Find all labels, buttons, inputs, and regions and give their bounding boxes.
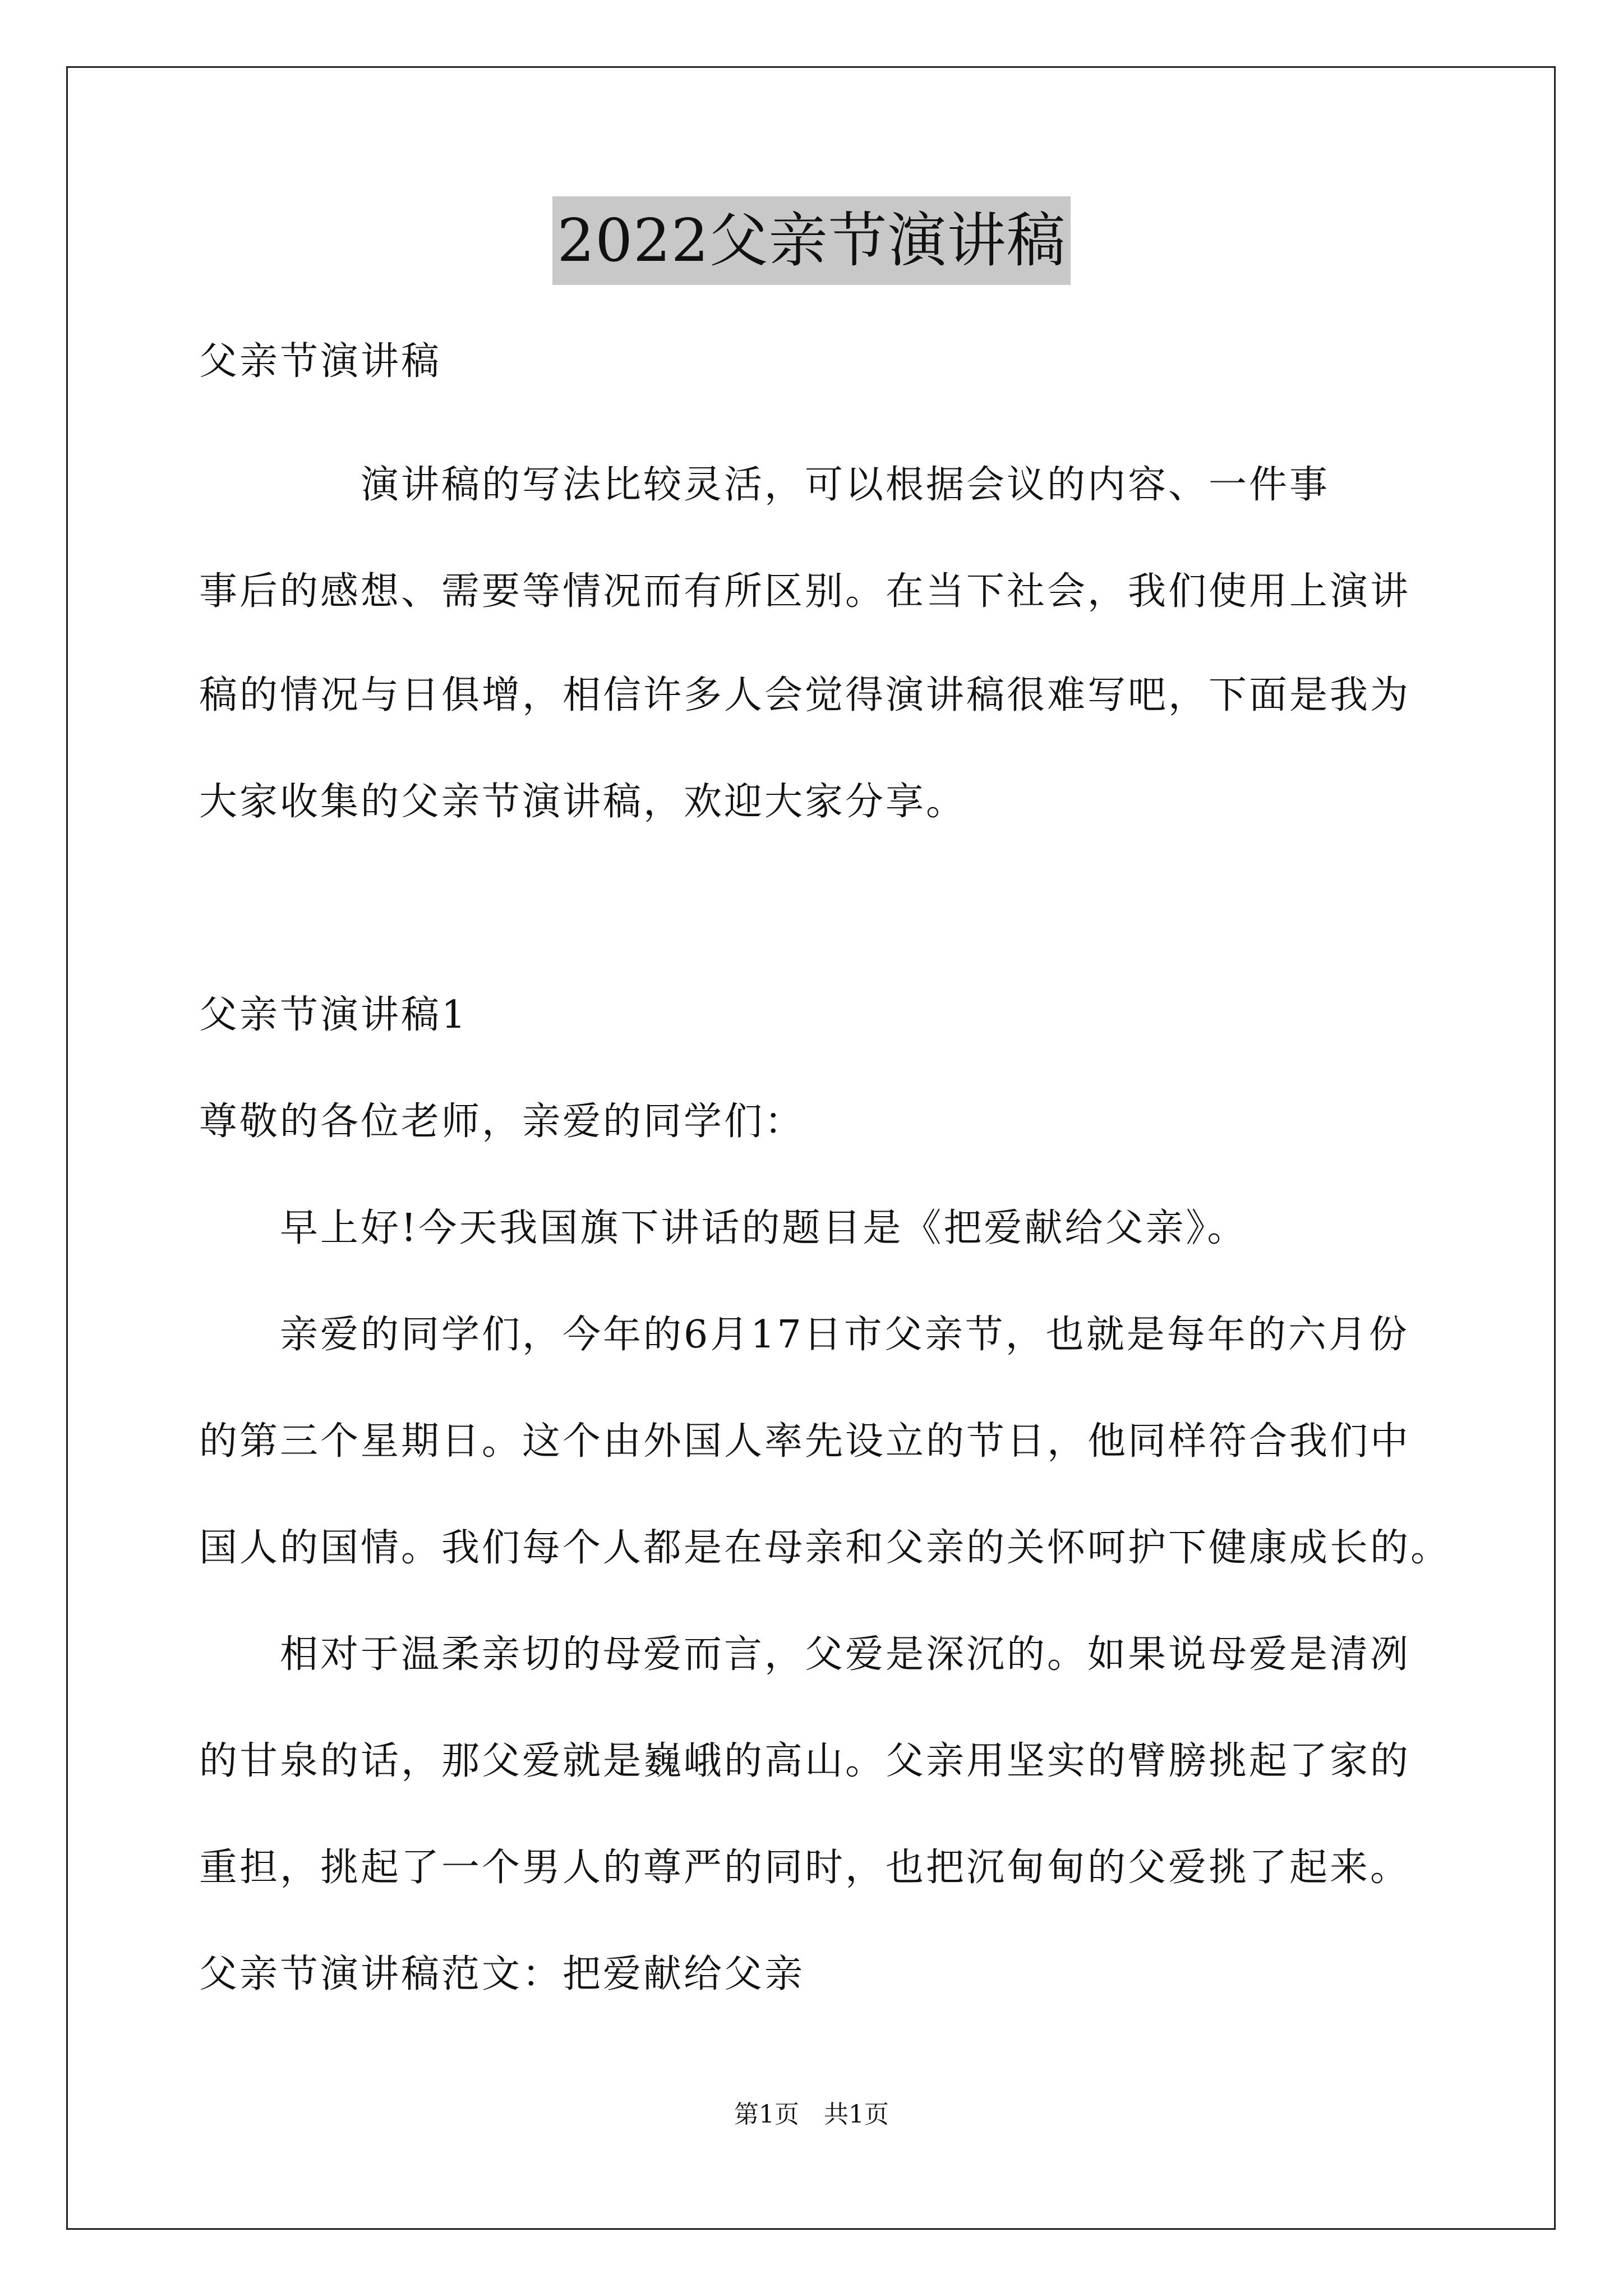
paragraph-line: 稿的情况与日俱增，相信许多人会觉得演讲稿很难写吧，下面是我为 <box>199 673 1411 717</box>
paragraph-line: 大家收集的父亲节演讲稿，欢迎大家分享。 <box>199 780 967 824</box>
paragraph-line: 父亲节演讲稿 <box>199 339 442 384</box>
title-container <box>0 196 1623 285</box>
page-footer: 第1页 共1页 <box>734 2100 889 2129</box>
section-heading: 父亲节演讲稿1 <box>199 993 468 1037</box>
page-border <box>66 66 1556 2230</box>
paragraph-line: 国人的国情。我们每个人都是在母亲和父亲的关怀呵护下健康成长的。 <box>199 1526 1451 1570</box>
paragraph-line: 亲爱的同学们，今年的6月17日市父亲节，也就是每年的六月份 <box>199 1313 1409 1357</box>
paragraph-line: 尊敬的各位老师，亲爱的同学们： <box>199 1099 805 1144</box>
paragraph-line: 的第三个星期日。这个由外国人率先设立的节日，他同样符合我们中 <box>199 1419 1411 1464</box>
paragraph-line: 早上好!今天我国旗下讲话的题目是《把爱献给父亲》。 <box>199 1206 1248 1250</box>
paragraph-line: 事后的感想、需要等情况而有所区别。在当下社会，我们使用上演讲 <box>199 569 1411 614</box>
paragraph-line: 重担，挑起了一个男人的尊严的同时，也把沉甸甸的父爱挑了起来。 <box>199 1846 1411 1890</box>
paragraph-line: 相对于温柔亲切的母爱而言，父爱是深沉的。如果说母爱是清冽 <box>199 1632 1411 1677</box>
paragraph-line: 父亲节演讲稿范文：把爱献给父亲 <box>199 1952 805 1996</box>
paragraph-line: 的甘泉的话，那父爱就是巍峨的高山。父亲用坚实的臂膀挑起了家的 <box>199 1739 1411 1783</box>
paragraph-line: 演讲稿的写法比较灵活，可以根据会议的内容、一件事 <box>199 463 1330 507</box>
document-title: 2022父亲节演讲稿 <box>552 196 1070 285</box>
